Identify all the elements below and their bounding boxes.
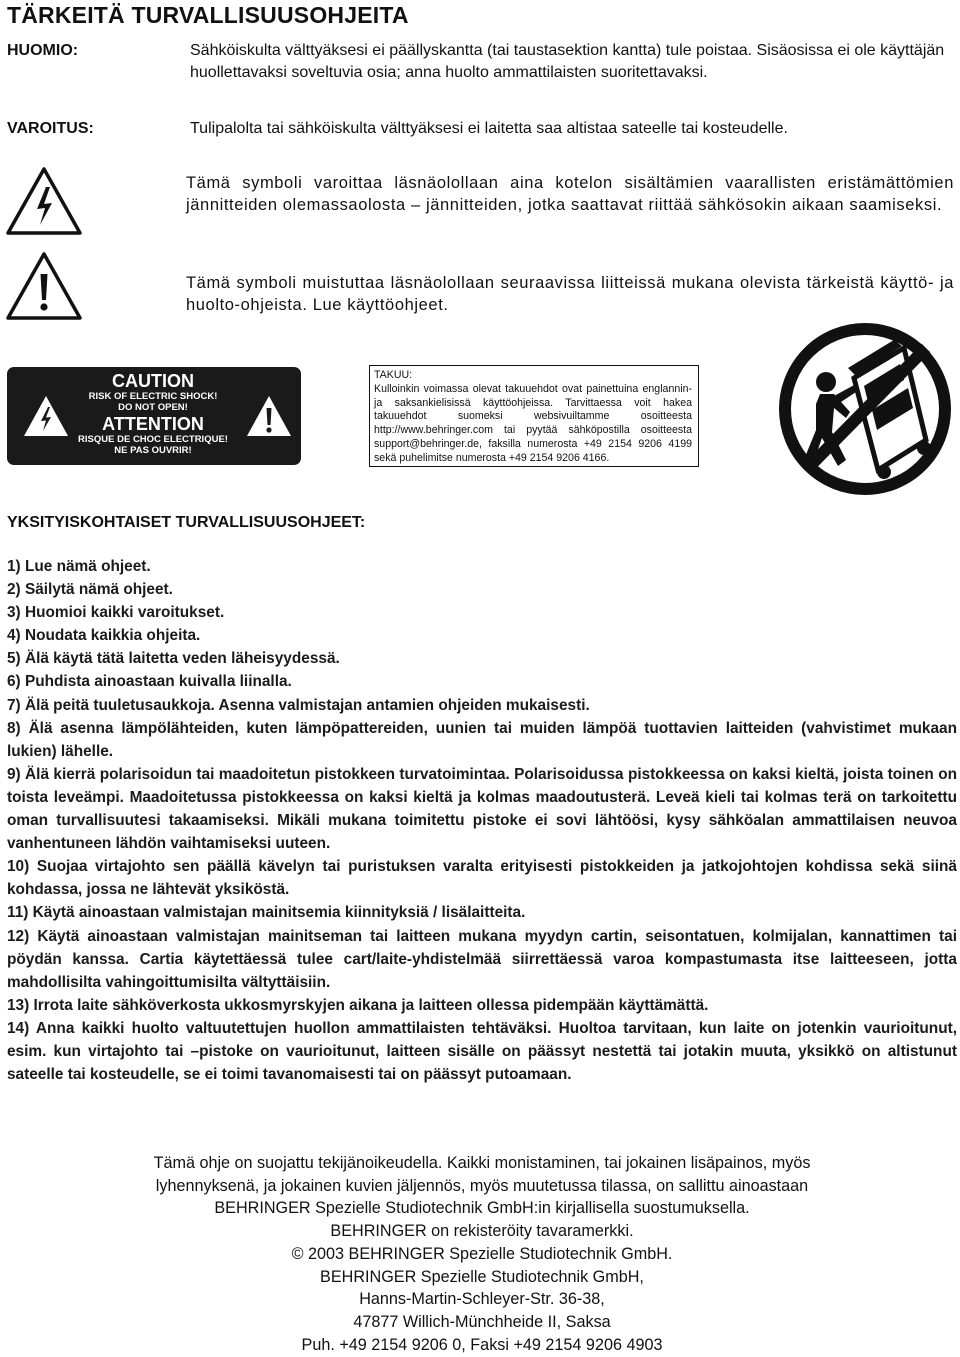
instruction-list	[7, 555, 957, 1086]
list-item: 7) Älä peitä tuuletusaukkoja. Asenna valmistajan antamien ohjeiden mukaisesti.	[7, 696, 590, 714]
takuu-heading: TAKUU:	[374, 369, 413, 381]
caution-sub1: RISK OF ELECTRIC SHOCK!	[88, 391, 218, 402]
page-title: TÄRKEITÄ TURVALLISUUSOHJEITA	[7, 2, 409, 28]
list-item: 10) Suojaa virtajohto sen päällä kävelyn tai puristuksen varalta erityisesti pistokkeiden ja jatkojohtojen kohdissa sekä siinä kohdassa, jossa ne lähtevät yksiköstä.	[7, 858, 957, 899]
footer-line: Tämä ohje on suojattu tekijänoikeudella. Kaikki monistaminen, tai jokainen lisäpainos, myös	[153, 1154, 811, 1172]
list-item: 5) Älä käytä tätä laitetta veden läheisyydessä.	[7, 650, 340, 668]
takuu-text: Kulloinkin voimassa olevat takuuehdot ovat painettuina englannin- ja saksankielisissä käyttöohjeissa. Tarvittaessa voit hakea takuuehdot suomeksi websivuiltamme osoitteesta http://www.behringer.com tai pyytää sähköpostilla osoitteesta support@behringer.de, faksilla numerosta +49 2154 9206 4199 sekä puhelimitse numerosta +49 2154 9206 4166.	[374, 382, 692, 464]
caution-label	[7, 367, 301, 465]
list-item: 12) Käytä ainoastaan valmistajan mainitseman tai laitteen mukana myydyn cartin, seisontatuen, kolmijalan, kannattimen tai pöydän kanssa. Cartia käytettäessä tulee cart/laite-yhdistelmää siirrettäessä varoa kompastumasta itse laitteeseen, jotta mahdollisilta vahingoittumisilta vältyttäisiin.	[7, 927, 957, 991]
lightning-symbol-text: Tämä symboli varoittaa läsnäolollaan aina kotelon sisältämien vaarallisten eristämättömien jännitteiden olemassaolosta – jännitteiden, jotka saattavat riittää sähkösokin aikaan saamiseksi.	[186, 174, 954, 214]
footer-line: BEHRINGER on rekisteröity tavaramerkki.	[330, 1222, 634, 1241]
list-item: 1) Lue nämä ohjeet.	[7, 558, 151, 575]
list-item: 14) Anna kaikki huolto valtuutettujen huollon ammattilaisten tehtäväksi. Huoltoa tarvitaan, kun laite on jotenkin vaurioitunut, esim. kun virtajohto tai –pistoke on vaurioitunut, laitteen sisälle on päässyt nestettä tai jotakin muuta, yksikkö on altistunut sateelle tai kosteudelle, se ei toimi tavanomaisesti tai on päässyt putoamaan.	[7, 1019, 957, 1084]
attention-sub1: RISQUE DE CHOC ELECTRIQUE!	[78, 434, 228, 445]
footer-line: © 2003 BEHRINGER Spezielle Studiotechnik GmbH.	[291, 1244, 673, 1263]
attention-heading: ATTENTION	[102, 414, 204, 434]
exclamation-symbol-text: Tämä symboli muistuttaa läsnäolollaan seuraavissa liitteissä mukana olevista tärkeistä käyttö- ja huolto-ohjeista. Lue käyttöohjeet.	[186, 274, 954, 314]
footer-line: BEHRINGER Spezielle Studiotechnik GmbH,	[320, 1267, 644, 1286]
list-item: 6) Puhdista ainoastaan kuivalla liinalla.	[7, 673, 292, 691]
lightning-bolt-triangle-icon	[4, 165, 84, 237]
list-item: 8) Älä asenna lämpölähteiden, kuten lämpöpattereiden, uunien tai muiden lämpöä tuottavien laitteiden (vahvistimet mukaan lukien) lähelle.	[7, 719, 957, 760]
attention-sub2: NE PAS OUVRIR!	[114, 445, 192, 456]
varoitus-label: VAROITUS:	[7, 120, 94, 137]
footer-line: Hanns-Martin-Schleyer-Str. 36-38,	[359, 1290, 605, 1309]
list-item: 2) Säilytä nämä ohjeet.	[7, 581, 173, 599]
footer-line: lyhennyksenä, ja jokainen kuvien jäljennös, myös muutetussa tilassa, on sallittu ainoastaan	[155, 1176, 809, 1195]
huomio-text: Sähköiskulta välttyäksesi ei päällyskantta (tai taustasektion kantta) tule poistaa. Sisäosissa ei ole käyttäjän huollettavaksi soveltuvia osia; anna huolto ammattilaisten suoritettavaksi.	[190, 42, 945, 81]
copyright-footer	[20, 1152, 944, 1356]
list-item: 9) Älä kierrä polarisoidun tai maadoitetun pistokkeen turvatoimintaa. Polarisoidussa pistokkeessa on kaksi kieltä, joista toinen on toista leveämpi. Maadoitetussa pistokkeessa on kaksi kieltä ja kolmas maadoutusterä. Leveä kieli tai kolmas terä on tarkoitettu oman turvallisuutesi takaamiseksi. Mikäli mukana toimitettu pistoke ei sovi lähtöösi, kysy sähköalan ammattilaisen neuvoa vanhentuneen lähdön vaihtamiseksi uuteen.	[7, 765, 957, 853]
list-item: 3) Huomioi kaikki varoitukset.	[7, 604, 225, 622]
cart-tip-over-warning-icon	[776, 320, 954, 498]
list-item: 11) Käytä ainoastaan valmistajan mainitsemia kiinnityksiä / lisälaitteita.	[7, 904, 526, 922]
exclamation-triangle-icon	[244, 393, 294, 439]
takuu-box	[369, 365, 699, 467]
footer-line: Puh. +49 2154 9206 0, Faksi +49 2154 9206 4903	[301, 1335, 663, 1354]
varoitus-text: Tulipalolta tai sähköiskulta välttyäksesi ei laitetta saa altistaa sateelle tai kosteudelle.	[190, 120, 788, 137]
list-item: 4) Noudata kaikkia ohjeita.	[7, 627, 201, 645]
exclamation-triangle-icon	[4, 250, 84, 322]
footer-line: BEHRINGER Spezielle Studiotechnik GmbH:in kirjallisella suostumuksella.	[214, 1199, 750, 1218]
caution-sub2: DO NOT OPEN!	[118, 402, 188, 413]
section-title: YKSITYISKOHTAISET TURVALLISUUSOHJEET:	[7, 514, 366, 531]
list-item: 13) Irrota laite sähköverkosta ukkosmyrskyjen aikana ja laitteen ollessa pidempään käyttämättä.	[7, 996, 709, 1014]
caution-heading: CAUTION	[112, 371, 194, 391]
lightning-bolt-triangle-icon	[21, 393, 71, 439]
footer-line: 47877 Willich-Münchheide II, Saksa	[353, 1312, 611, 1331]
huomio-label: HUOMIO:	[7, 42, 79, 59]
